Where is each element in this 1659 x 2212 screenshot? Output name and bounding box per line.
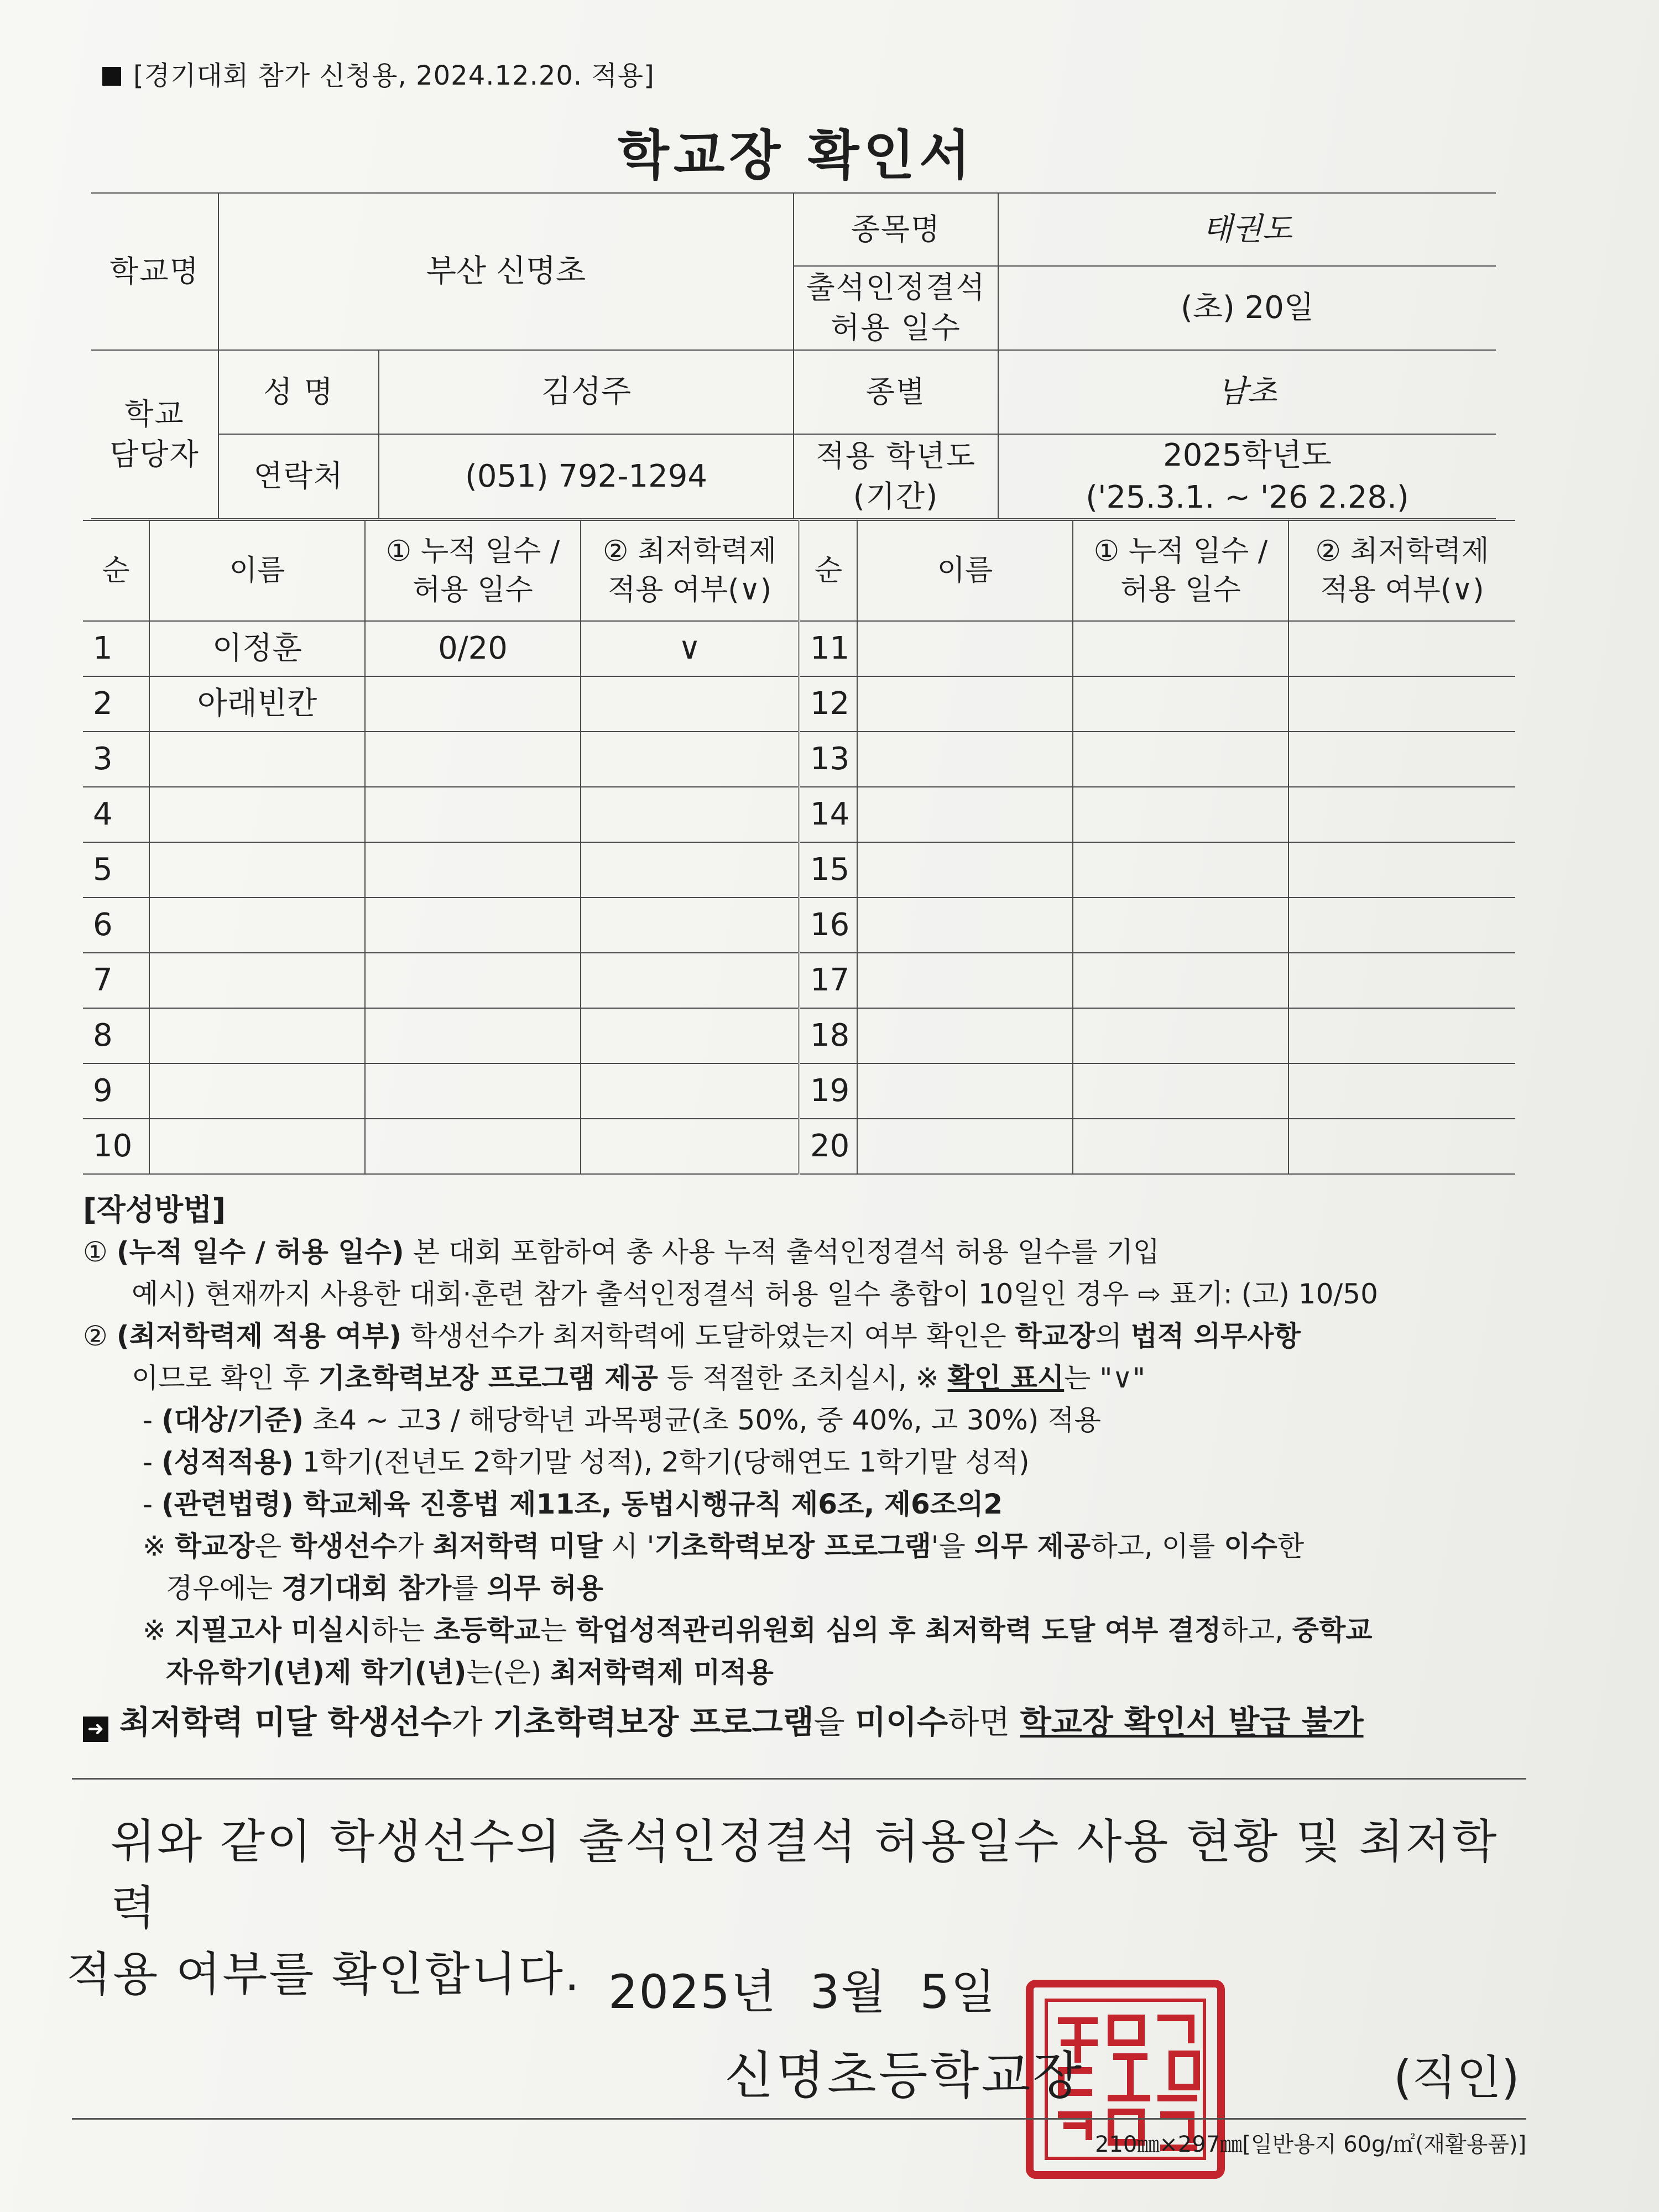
warning-emphasis: 최저학력 미달 학생선수 [119,1703,452,1741]
note-emphasis: 의무 제공 [974,1530,1091,1562]
bullet-text: 1학기(전년도 2학기말 성적), 2학기(당해연도 1학기말 성적) [293,1446,1030,1478]
form-note-text: [경기대회 참가 신청용, 2024.12.20. 적용] [133,60,655,91]
row-number: 18 [799,1008,857,1063]
form-note [102,54,655,92]
student-name [149,898,365,953]
student-check [1288,953,1515,1008]
row-number: 7 [83,953,149,1008]
warning-text: 가 [451,1703,493,1741]
note-text: 시 ' [602,1530,655,1562]
row-number: 1 [83,621,149,676]
student-days [1073,1063,1288,1119]
warning-emphasis: 미이수 [855,1703,948,1741]
note-emphasis: 최저학력 미달 [432,1530,603,1562]
student-check [581,1119,799,1174]
year-label-line1: 적용 학년도 [816,438,976,473]
student-roster-table [83,520,1515,1175]
school-name-label: 학교명 [91,193,218,350]
student-days [1073,953,1288,1008]
student-days: 0/20 [365,621,581,676]
warning-emphasis: 기초학력보장 프로그램 [493,1703,814,1741]
table-row [83,953,1515,1008]
row-number: 5 [83,842,149,898]
note-text: 은 [254,1530,290,1562]
header-days-left [365,520,581,621]
item-text: 등 적절한 조치실시, ※ [658,1362,948,1394]
bullet-title: (성적적용) [161,1446,294,1478]
student-days [365,1008,581,1063]
row-number: 10 [83,1119,149,1174]
year-value [998,434,1496,519]
row-number: 14 [799,787,857,842]
header-acad-line1: ② 최저학력제 [602,534,777,568]
student-name [149,1063,365,1119]
student-name [149,1119,365,1174]
student-name [857,1063,1073,1119]
student-check [581,898,799,953]
student-check [581,842,799,898]
staff-label-line2: 담당자 [109,436,200,472]
student-name: 이정훈 [149,621,365,676]
note-emphasis: 지필고사 미실시 [174,1614,372,1646]
student-check [581,732,799,787]
school-year-period: ('25.3.1. ~ '26 2.28.) [1086,479,1409,515]
student-name [857,676,1073,732]
note-emphasis: 학업성적관리위원회 심의 후 최저학력 도달 여부 결정 [576,1614,1222,1646]
header-days-line1: ① 누적 일수 / [1093,534,1268,568]
note-text: '을 [931,1530,974,1562]
student-days [1073,732,1288,787]
table-row [83,1063,1515,1119]
note-text: 경우에는 [166,1572,282,1604]
row-number: 12 [799,676,857,732]
principal-name: 신명초등학교장 [724,2046,1084,2105]
absence-label-line2: 허용 일수 [831,310,961,345]
header-days-line2: 허용 일수 [1120,573,1241,607]
row-number: 9 [83,1063,149,1119]
student-days [365,842,581,898]
divider [72,1778,1526,1780]
note-emphasis: 경기대회 참가 [281,1572,452,1604]
square-bullet-icon [102,67,121,86]
note-text: 하고, 이를 [1091,1530,1224,1562]
absence-days-label [794,266,998,350]
student-name [857,621,1073,676]
student-check [1288,787,1515,842]
warning-text: 하면 [948,1703,1020,1741]
student-check: ∨ [581,621,799,676]
year-label [794,434,998,519]
student-days [1073,621,1288,676]
header-acad-line1: ② 최저학력제 [1315,534,1489,568]
student-check [581,787,799,842]
header-days-line1: ① 누적 일수 / [385,534,560,568]
row-number: 15 [799,842,857,898]
student-days [365,898,581,953]
bullet-title: (대상/기준) [161,1404,304,1436]
row-number: 2 [83,676,149,732]
student-days [1073,842,1288,898]
date-year: 2025년 [608,1965,777,2019]
student-days [1073,898,1288,953]
row-number: 17 [799,953,857,1008]
header-acad-left [581,520,799,621]
item-text: 는 "∨" [1064,1362,1145,1394]
note-emphasis: 이수 [1224,1530,1277,1562]
header-acad-line2: 적용 여부(∨) [1320,573,1484,607]
student-days [365,732,581,787]
student-name [149,1008,365,1063]
student-days [365,1063,581,1119]
note-emphasis: 기초학력보장 프로그램 [654,1530,931,1562]
warning-text: 을 [813,1703,855,1741]
row-number: 16 [799,898,857,953]
note-2-cont [83,1651,1521,1693]
student-name [857,732,1073,787]
absence-label-line1: 출석인정결석 [806,270,986,305]
instructions-section [83,1189,1521,1743]
paper-spec: 210㎜×297㎜[일반용지 60g/㎡(재활용품)] [1095,2132,1527,2157]
row-number: 8 [83,1008,149,1063]
note-1-cont [83,1567,1521,1609]
bullet-target: - (대상/기준) 초4 ~ 고3 / 해당학년 과목평균(초 50%, 중 40%, 고 30%) 적용 [143,1404,1101,1436]
student-check [1288,1063,1515,1119]
staff-label [91,350,218,519]
student-check [1288,842,1515,898]
note-text: 하는 [371,1614,434,1646]
student-check [581,676,799,732]
table-row [83,787,1515,842]
student-name [857,898,1073,953]
item-emphasis: 확인 표시 [947,1362,1065,1394]
student-name [857,842,1073,898]
category-value: 남초 [998,350,1496,434]
item-text: 의 [1095,1320,1131,1352]
instructions-heading: [작성방법] [83,1192,226,1227]
absence-days-value: (초) 20일 [998,266,1496,350]
note-emphasis: 의무 허용 [487,1572,604,1604]
item-text: 이므로 확인 후 [132,1362,319,1394]
student-days [365,1119,581,1174]
bullet-laws: - (관련법령) 학교체육 진흥법 제11조, 동법시행규칙 제6조, 제6조의2 [143,1488,1003,1520]
student-days [365,953,581,1008]
staff-name-label: 성 명 [218,350,379,434]
row-number: 20 [799,1119,857,1174]
warning-emphasis: 학교장 확인서 발급 불가 [1020,1703,1364,1741]
item-emphasis: 학교장 [1015,1320,1095,1352]
student-check [581,1063,799,1119]
student-check [1288,732,1515,787]
note-text: 가 [397,1530,433,1562]
date-day: 5일 [920,1965,997,2019]
note-emphasis: 중학교 [1292,1614,1373,1646]
instruction-item-2 [83,1315,1521,1357]
row-number: 19 [799,1063,857,1119]
note-emphasis: 최저학력제 미적용 [550,1656,774,1688]
header-name-left: 이름 [149,520,365,621]
school-name-value: 부산 신명초 [218,193,794,350]
student-check [581,1008,799,1063]
school-info-table [91,192,1496,519]
staff-name-value: 김성주 [379,350,794,434]
confirmation-line1: 위와 같이 학생선수의 출석인정결석 허용일수 사용 현황 및 최저학력 [111,1814,1499,1935]
note-emphasis: 학교장 [174,1530,255,1562]
student-check [1288,621,1515,676]
sport-label: 종목명 [794,193,998,266]
final-warning [83,1701,1521,1743]
bullet-text: 초4 ~ 고3 / 해당학년 과목평균(초 50%, 중 40%, 고 30%) 적용 [304,1404,1101,1436]
header-acad-right [1288,520,1515,621]
divider [72,2118,1526,2120]
student-days [1073,676,1288,732]
header-no-left: 순 [83,520,149,621]
note-1: ※ 학교장은 학생선수가 최저학력 미달 시 '기초학력보장 프로그램'을 의무 제공하고, 이를 이수한 [143,1530,1305,1562]
student-check [1288,676,1515,732]
row-number: 3 [83,732,149,787]
student-days [1073,1119,1288,1174]
table-row [83,842,1515,898]
item-number: ① [83,1236,108,1268]
category-label: 종별 [794,350,998,434]
table-row [83,676,1515,732]
contact-label: 연락처 [218,434,379,519]
note-text: 한 [1277,1530,1305,1562]
item-title: (최저학력제 적용 여부) [116,1320,401,1352]
header-name-right: 이름 [857,520,1073,621]
school-year: 2025학년도 [1163,437,1332,473]
note-2: ※ 지필고사 미실시하는 초등학교는 학업성적관리위원회 심의 후 최저학력 도달 여부 결정하고, 중학교 [143,1614,1373,1646]
row-number: 11 [799,621,857,676]
student-days [1073,787,1288,842]
note-emphasis: 학생선수 [290,1530,398,1562]
note-text: 는 [540,1614,576,1646]
item-emphasis: 기초학력보장 프로그램 제공 [318,1362,658,1394]
student-name [857,787,1073,842]
header-days-line2: 허용 일수 [413,573,533,607]
note-text: 는(은) [466,1656,551,1688]
item-title: (누적 일수 / 허용 일수) [116,1236,404,1268]
student-name [149,787,365,842]
instruction-item-2-cont [83,1357,1521,1399]
table-row [83,898,1515,953]
student-check [1288,898,1515,953]
table-row [83,732,1515,787]
table-row [83,621,1515,676]
row-number: 13 [799,732,857,787]
student-name [149,842,365,898]
sport-value: 태권도 [998,193,1496,266]
student-check [1288,1119,1515,1174]
contact-value: (051) 792-1294 [379,434,794,519]
note-emphasis: 초등학교 [433,1614,541,1646]
date-month: 3월 [810,1965,887,2019]
table-row [83,1008,1515,1063]
student-check [581,953,799,1008]
item-text: 학생선수가 최저학력에 도달하였는지 여부 확인은 [401,1320,1015,1352]
note-emphasis: 자유학기(년)제 학기(년) [166,1656,467,1688]
row-number: 6 [83,898,149,953]
confirmation-line2: 적용 여부를 확인합니다. [66,1947,581,2001]
note-text: 하고, [1221,1614,1292,1646]
header-days-right [1073,520,1288,621]
student-days [1073,1008,1288,1063]
item-text: 본 대회 포함하여 총 사용 누적 출석인정결석 허용 일수를 기입 [404,1236,1160,1268]
student-check [1288,1008,1515,1063]
instruction-item-1 [83,1231,1521,1273]
student-days [365,676,581,732]
student-name [857,1119,1073,1174]
issue-date [608,1955,1030,2022]
staff-label-line1: 학교 [124,396,185,431]
year-label-line2: (기간) [853,478,939,514]
item-emphasis: 법적 의무사항 [1130,1320,1301,1352]
header-acad-line2: 적용 여부(∨) [607,573,772,607]
bullet-title: (관련법령) 학교체육 진흥법 제11조, 동법시행규칙 제6조, 제6조의2 [161,1488,1003,1520]
seal-label: (직인) [1394,2051,1520,2105]
student-name [149,953,365,1008]
student-name: 아래빈칸 [149,676,365,732]
table-row [83,1119,1515,1174]
instruction-example: 예시) 현재까지 사용한 대회·훈련 참가 출석인정결석 허용 일수 총합이 10일인 경우 ⇨ 표기: (고) 10/50 [132,1278,1378,1310]
student-days [365,787,581,842]
row-number: 4 [83,787,149,842]
note-text: 를 [451,1572,487,1604]
document-title: 학교장 확인서 [618,124,975,186]
arrow-box-icon: ➜ [83,1717,108,1742]
bullet-grades: - (성적적용) 1학기(전년도 2학기말 성적), 2학기(당해연도 1학기말 성적) [143,1446,1030,1478]
student-name [149,732,365,787]
header-no-right: 순 [799,520,857,621]
item-number: ② [83,1320,108,1352]
student-name [857,953,1073,1008]
student-name [857,1008,1073,1063]
